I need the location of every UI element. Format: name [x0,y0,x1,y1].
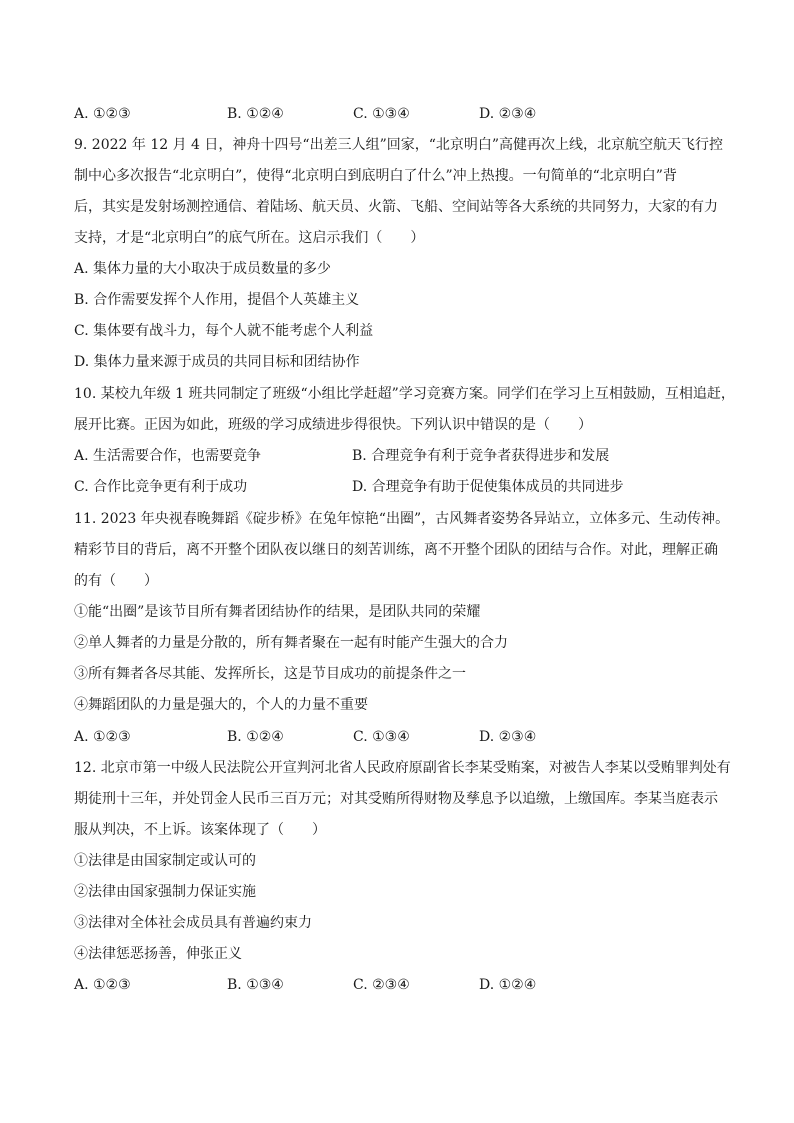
option-d[interactable]: D. ②③④ [479,106,537,122]
question-12-statement-2: ②法律由国家强制力保证实施 [74,884,256,900]
question-12-option-d[interactable]: D. ①②④ [479,977,537,993]
question-12-option-b[interactable]: B. ①③④ [227,977,284,993]
question-11-option-d[interactable]: D. ②③④ [479,729,537,745]
question-12-stem-line-3: 服从判决，不上诉。该案体现了（ ） [74,822,326,838]
question-9-option-b[interactable]: B. 合作需要发挥个人作用，提倡个人英雄主义 [74,292,360,308]
question-10-option-b[interactable]: B. 合理竞争有利于竞争者获得进步和发展 [352,448,610,464]
question-12-statement-4: ④法律惩恶扬善，伸张正义 [74,946,242,962]
question-10-stem-line-2: 展开比赛。正因为如此，班级的学习成绩进步得很快。下列认识中错误的是（ ） [74,417,592,433]
question-9-option-a[interactable]: A. 集体力量的大小取决于成员数量的多少 [74,261,332,277]
option-b[interactable]: B. ①②④ [227,106,284,122]
option-c[interactable]: C. ①③④ [353,106,410,122]
question-11-stem-line-3: 的有（ ） [74,573,158,589]
question-11-option-c[interactable]: C. ①③④ [353,729,410,745]
question-9-stem-line-4: 支持，才是“北京明白”的底气所在。这启示我们（ ） [74,230,425,246]
question-11-statement-2: ②单人舞者的力量是分散的，所有舞者聚在一起有时能产生强大的合力 [74,635,508,651]
question-10-option-d[interactable]: D. 合理竞争有助于促使集体成员的共同进步 [352,479,624,495]
question-11-stem-line-2: 精彩节目的背后，离不开整个团队夜以继日的刻苦训练，离不开整个团队的团结与合作。对此，理解正确 [74,542,718,558]
question-12-option-a[interactable]: A. ①②③ [74,977,131,993]
question-12-stem-line-2: 期徒刑十三年，并处罚金人民币三百万元；对其受贿所得财物及孳息予以追缴，上缴国库。李某当庭表示 [74,791,718,807]
question-10-stem-line-1: 10. 某校九年级 1 班共同制定了班级“小组比学赶超”学习竞赛方案。同学们在学习上互相鼓励，互相追赶， [74,386,735,402]
question-12-stem-line-1: 12. 北京市第一中级人民法院公开宣判河北省人民政府原副省长李某受贿案，对被告人李某以受贿罪判处有 [74,760,731,776]
question-12-statement-3: ③法律对全体社会成员具有普遍约束力 [74,915,312,931]
question-11-statement-4: ④舞蹈团队的力量是强大的，个人的力量不重要 [74,697,368,713]
question-10-option-a[interactable]: A. 生活需要合作，也需要竞争 [74,448,262,464]
question-9-option-d[interactable]: D. 集体力量来源于成员的共同目标和团结协作 [74,354,360,370]
question-11-statement-1: ①能“出圈”是该节目所有舞者团结协作的结果，是团队共同的荣耀 [74,604,481,620]
question-9-stem-line-2: 制中心多次报告“北京明白”，使得“北京明白到底明白了什么”冲上热搜。一句简单的“北京明白”背 [74,168,677,184]
question-9-stem-line-3: 后，其实是发射场测控通信、着陆场、航天员、火箭、飞船、空间站等各大系统的共同努力，大家的有力 [74,199,718,215]
question-11-option-b[interactable]: B. ①②④ [227,729,284,745]
question-12-statement-1: ①法律是由国家制定或认可的 [74,853,256,869]
option-a[interactable]: A. ①②③ [74,106,131,122]
question-9-stem-line-1: 9. 2022 年 12 月 4 日，神舟十四号“出差三人组”回家，“北京明白”高健再次上线，北京航空航天飞行控 [74,137,724,153]
question-11-statement-3: ③所有舞者各尽其能、发挥所长，这是节目成功的前提条件之一 [74,666,466,682]
question-12-option-c[interactable]: C. ②③④ [353,977,410,993]
question-11-stem-line-1: 11. 2023 年央视春晚舞蹈《碇步桥》在兔年惊艳“出圈”，古风舞者姿势各异站立，立体多元、生动传神。 [74,511,730,527]
question-10-option-c[interactable]: C. 合作比竞争更有利于成功 [74,479,248,495]
question-9-option-c[interactable]: C. 集体要有战斗力，每个人就不能考虑个人利益 [74,323,374,339]
question-11-option-a[interactable]: A. ①②③ [74,729,131,745]
